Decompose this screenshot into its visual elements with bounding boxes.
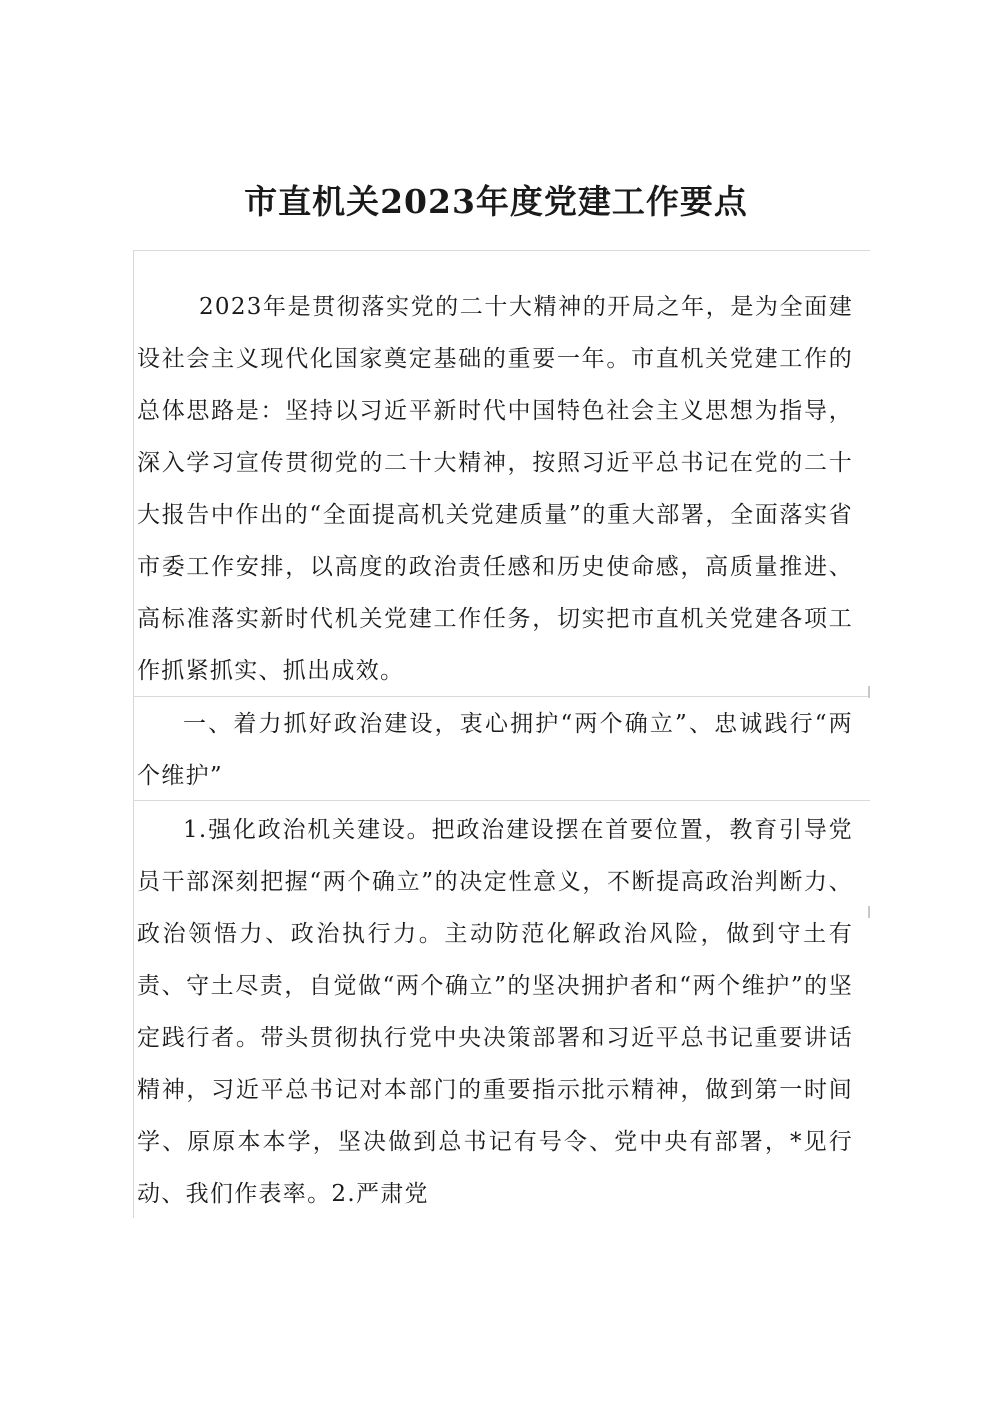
table-row-divider bbox=[134, 800, 870, 801]
table-edge-mark bbox=[868, 686, 870, 698]
content-table bbox=[133, 250, 870, 1218]
table-top-border bbox=[134, 250, 870, 251]
table-row-divider bbox=[134, 696, 870, 697]
body-paragraph: 1.强化政治机关建设。把政治建设摆在首要位置，教育引导党员干部深刻把握“两个确立”的决定性意义，不断提高政治判断力、政治领悟力、政治执行力。主动防范化解政治风险，做到守土有责、守土尽责，自觉做“两个确立”的坚决拥护者和“两个维护”的坚定践行者。带头贯彻执行党中央决策部署和习近平总书记重要讲话精神，习近平总书记对本部门的重要指示批示精神，做到第一时间学、原原本本学，坚决做到总书记有号令、党中央有部署，*见行动、我们作表率。2.严肃党 bbox=[137, 817, 853, 1207]
document-title: 市直机关2023年度党建工作要点 bbox=[244, 182, 748, 221]
intro-paragraph: 2023年是贯彻落实党的二十大精神的开局之年，是为全面建设社会主义现代化国家奠定基础的重要一年。市直机关党建工作的总体思路是：坚持以习近平新时代中国特色社会主义思想为指导，深入学习宣传贯彻党的二十大精神，按照习近平总书记在党的二十大报告中作出的“全面提高机关党建质量”的重大部署，全面落实省市委工作安排，以高度的政治责任感和历史使命感，高质量推进、高标准落实新时代机关党建工作任务，切实把市直机关党建各项工作抓紧抓实、抓出成效。 bbox=[137, 294, 853, 684]
section-heading: 一、着力抓好政治建设，衷心拥护“两个确立”、忠诚践行“两个维护” bbox=[137, 711, 853, 789]
table-edge-mark bbox=[868, 906, 870, 918]
